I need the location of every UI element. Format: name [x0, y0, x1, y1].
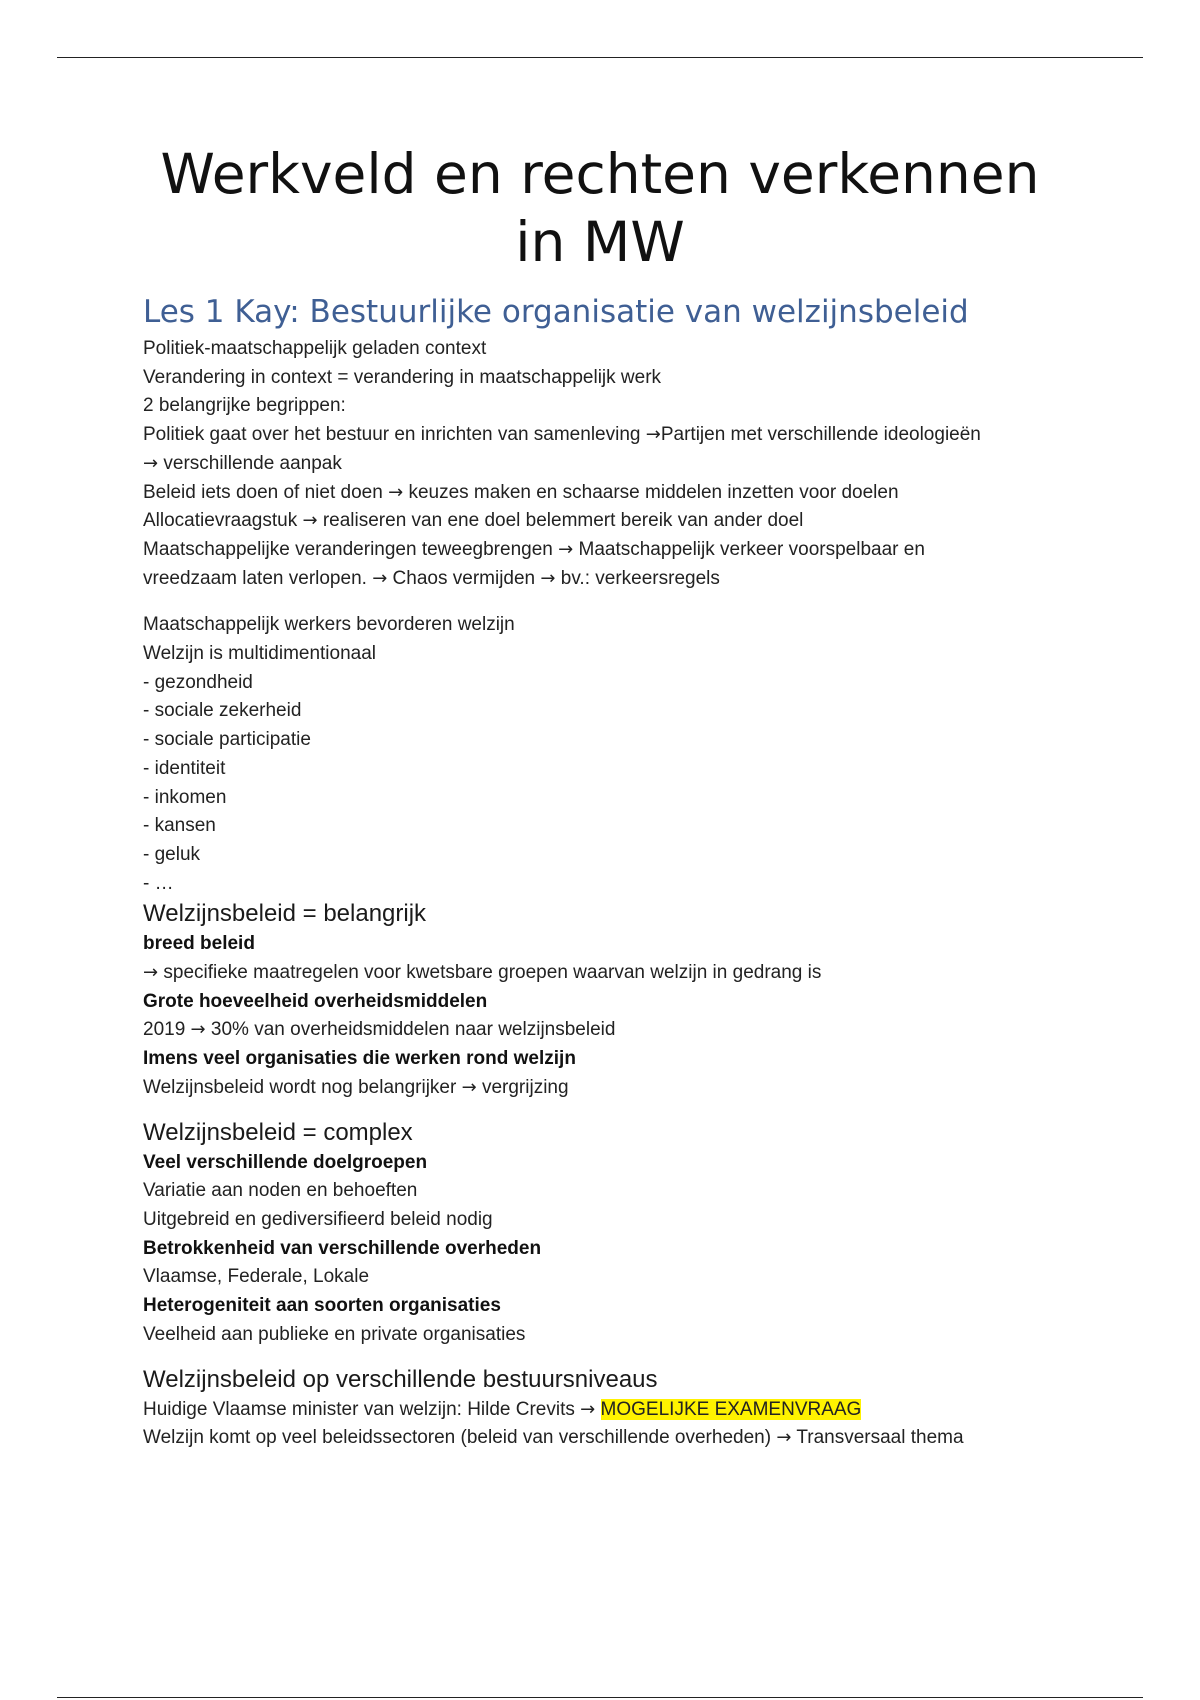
paragraph-gap: [143, 1103, 1073, 1117]
list-item: - gezondheid: [143, 671, 253, 693]
intro-line: [143, 565, 1073, 594]
text-fragment: 30% van overheidsmiddelen naar welzijnsbeleid: [205, 1019, 616, 1041]
text-line: [143, 1396, 1073, 1425]
list-item: - sociale zekerheid: [143, 700, 302, 722]
text-line: [143, 1074, 1073, 1103]
paragraph-gap: [143, 593, 1073, 611]
arrow-icon: →: [388, 481, 404, 503]
arrow-icon: →: [372, 567, 388, 589]
arrow-icon: →: [540, 567, 556, 589]
intro-line: [143, 450, 1073, 479]
text-fragment: Maatschappelijke veranderingen teweegbrengen: [143, 538, 559, 560]
arrow-icon: →: [461, 1076, 477, 1098]
arrow-icon: →: [190, 1019, 206, 1041]
arrow-icon: →: [776, 1427, 792, 1449]
bold-line: Veel verschillende doelgroepen: [143, 1151, 428, 1173]
document-body: [143, 290, 1073, 1453]
list-item: - identiteit: [143, 757, 226, 779]
footer-rule: [57, 1697, 1143, 1698]
list-item: - inkomen: [143, 786, 227, 808]
text-fragment: Transversaal thema: [791, 1427, 964, 1449]
text-line: Uitgebreid en gediversifieerd beleid nodig: [143, 1208, 493, 1230]
list-item: - kansen: [143, 815, 216, 837]
intro-line: [143, 421, 1073, 450]
section-heading-niveaus: Welzijnsbeleid op verschillende bestuursniveaus: [143, 1365, 658, 1393]
text-fragment: Welzijn komt op veel beleidssectoren (beleid van verschillende overheden): [143, 1427, 777, 1449]
text-fragment: Chaos vermijden: [387, 567, 541, 589]
text-fragment: [595, 1399, 600, 1420]
section-heading-complex: Welzijnsbeleid = complex: [143, 1118, 413, 1146]
welzijn-line: Welzijn is multidimentionaal: [143, 643, 377, 665]
text-fragment: Huidige Vlaamse minister van welzijn: Hilde Crevits: [143, 1398, 581, 1420]
text-fragment: specifieke maatregelen voor kwetsbare groepen waarvan welzijn in gedrang is: [158, 962, 822, 984]
intro-line: Politiek-maatschappelijk geladen context: [143, 338, 487, 359]
text-fragment: vergrijzing: [476, 1076, 569, 1098]
section-heading-belangrijk: Welzijnsbeleid = belangrijk: [143, 900, 427, 928]
arrow-icon: →: [580, 1398, 596, 1420]
document-title: [100, 140, 1100, 276]
title-line-2: in MW: [515, 210, 685, 274]
arrow-icon: →: [645, 424, 661, 446]
intro-line: 2 belangrijke begrippen:: [143, 395, 346, 417]
lesson-heading: Les 1 Kay: Bestuurlijke organisatie van welzijnsbeleid: [143, 294, 969, 330]
paragraph-gap: [143, 1350, 1073, 1364]
text-fragment: vreedzaam laten verlopen.: [143, 567, 373, 589]
text-line: [143, 959, 1073, 988]
text-fragment: Politiek gaat over het bestuur en inrichten van samenleving: [143, 424, 646, 446]
text-fragment: Maatschappelijk verkeer voorspelbaar en: [573, 538, 925, 560]
bold-line: Grote hoeveelheid overheidsmiddelen: [143, 990, 488, 1012]
text-fragment: Beleid iets doen of niet doen: [143, 481, 389, 503]
bold-line: Heterogeniteit aan soorten organisaties: [143, 1295, 501, 1317]
list-item: - …: [143, 872, 174, 894]
text-fragment: Partijen met verschillende ideologieën: [660, 424, 981, 446]
bold-line: Betrokkenheid van verschillende overheden: [143, 1237, 542, 1259]
intro-line: [143, 479, 1073, 508]
exam-question-highlight: MOGELIJKE EXAMENVRAAG: [600, 1398, 862, 1420]
text-fragment: keuzes maken en schaarse middelen inzetten voor doelen: [403, 481, 899, 503]
bold-line: breed beleid: [143, 933, 255, 955]
list-item: - geluk: [143, 843, 201, 865]
welzijn-line: Maatschappelijk werkers bevorderen welzijn: [143, 614, 515, 636]
arrow-icon: →: [558, 538, 574, 560]
text-line: Veelheid aan publieke en private organisaties: [143, 1323, 526, 1345]
text-fragment: 2019: [143, 1019, 191, 1041]
title-line-1: Werkveld en rechten verkennen: [160, 142, 1040, 206]
arrow-icon: →: [143, 962, 159, 984]
text-line: Vlaamse, Federale, Lokale: [143, 1266, 370, 1288]
arrow-icon: →: [302, 510, 318, 532]
arrow-icon: →: [143, 452, 159, 474]
text-fragment: Allocatievraagstuk: [143, 510, 303, 532]
header-rule: [57, 57, 1143, 58]
intro-line: [143, 507, 1073, 536]
intro-line: [143, 536, 1073, 565]
text-fragment: Welzijnsbeleid wordt nog belangrijker: [143, 1076, 462, 1098]
list-item: - sociale participatie: [143, 729, 311, 751]
text-fragment: realiseren van ene doel belemmert bereik van ander doel: [317, 510, 804, 532]
bold-line: Imens veel organisaties die werken rond welzijn: [143, 1048, 576, 1070]
text-fragment: bv.: verkeersregels: [555, 567, 720, 589]
text-fragment: verschillende aanpak: [158, 452, 342, 474]
text-line: [143, 1424, 1073, 1453]
text-line: Variatie aan noden en behoeften: [143, 1180, 418, 1202]
text-line: [143, 1016, 1073, 1045]
intro-line: Verandering in context = verandering in maatschappelijk werk: [143, 366, 662, 388]
